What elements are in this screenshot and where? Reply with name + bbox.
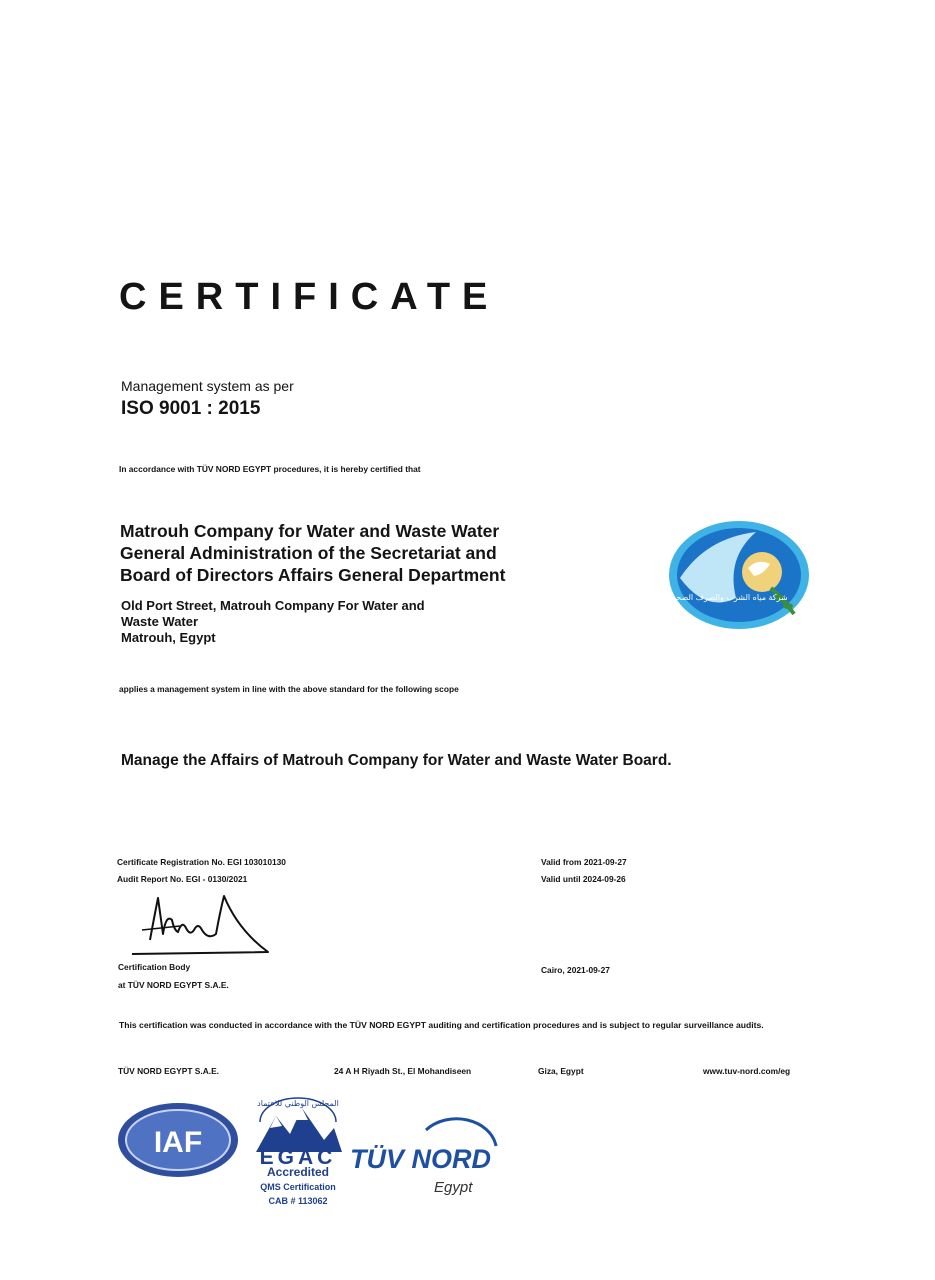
scope-text: Manage the Affairs of Matrouh Company for Water and Waste Water Board. <box>121 752 672 769</box>
egac-qms-certification: QMS Certification <box>260 1182 336 1192</box>
signature-stroke <box>132 896 268 954</box>
certificate-registration-no: Certificate Registration No. EGI 103010130 <box>117 857 286 867</box>
egac-accredited: Accredited <box>266 1165 330 1179</box>
egac-logo-mark <box>250 1094 346 1154</box>
company-name-line-1: Matrouh Company for Water and Waste Water <box>120 521 500 541</box>
company-name-line-3: Board of Directors Affairs General Department <box>120 565 506 585</box>
tuv-brand-text: TÜV NORD <box>350 1144 491 1174</box>
egac-arabic: المجلس الوطني للاعتماد <box>257 1099 339 1108</box>
certification-body-name: at TÜV NORD EGYPT S.A.E. <box>118 980 229 990</box>
company-address <box>121 598 425 646</box>
valid-until: Valid until 2024-09-26 <box>541 874 626 884</box>
audit-report-no: Audit Report No. EGI - 0130/2021 <box>117 874 248 884</box>
intro-text: In accordance with TÜV NORD EGYPT procedures, it is hereby certified that <box>119 464 421 474</box>
valid-from: Valid from 2021-09-27 <box>541 857 627 867</box>
footer-city: Giza, Egypt <box>538 1066 584 1076</box>
egac-name: EGAC <box>259 1146 337 1169</box>
company-logo <box>640 518 812 632</box>
egac-peak-snow <box>296 1108 308 1120</box>
iaf-logo <box>116 1101 240 1179</box>
address-line-2: Waste Water <box>121 614 199 629</box>
address-line-3: Matrouh, Egypt <box>121 630 216 645</box>
disclaimer-text: This certification was conducted in accordance with the TÜV NORD EGYPT auditing and certification procedures and is subject to regular surveillance audits. <box>119 1020 764 1030</box>
applies-text: applies a management system in line with the above standard for the following scope <box>119 684 459 694</box>
footer-company: TÜV NORD EGYPT S.A.E. <box>118 1066 219 1076</box>
iaf-text: IAF <box>153 1126 203 1159</box>
iso-standard: ISO 9001 : 2015 <box>121 398 261 419</box>
logo-arabic-text: شركة مياه الشرب والصرف الصحي بمطروح <box>640 593 788 602</box>
egac-cab-number: CAB # 113062 <box>268 1196 328 1206</box>
certificate-title: CERTIFICATE <box>119 276 500 318</box>
tuv-region-text: Egypt <box>434 1179 473 1196</box>
company-name <box>120 520 505 586</box>
place-date: Cairo, 2021-09-27 <box>541 965 610 975</box>
management-system-label: Management system as per <box>121 378 294 394</box>
footer-website: www.tuv-nord.com/eg <box>703 1066 791 1076</box>
tuv-arc <box>426 1119 496 1146</box>
company-name-line-2: General Administration of the Secretariat and <box>120 543 497 563</box>
certification-body-label: Certification Body <box>118 962 191 972</box>
tuv-nord-logo <box>346 1096 506 1196</box>
signature <box>128 890 280 958</box>
logo-leaf <box>783 603 793 609</box>
address-line-1: Old Port Street, Matrouh Company For Water and <box>121 598 425 613</box>
footer-street: 24 A H Riyadh St., El Mohandiseen <box>334 1066 472 1076</box>
